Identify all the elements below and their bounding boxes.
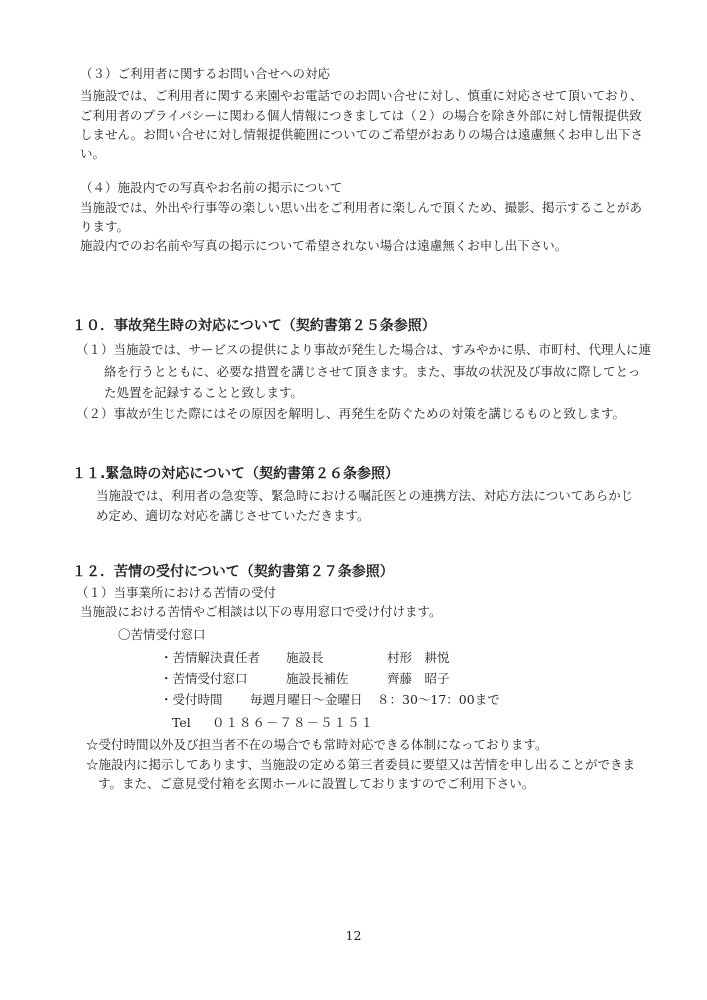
note-line: す。また、ご意見受付箱を玄関ホールに設置しておりますのでご利用下さい。 (98, 776, 535, 791)
hours-time: ８：30～17：00まで (377, 692, 500, 707)
complaint-window-title: 〇苦情受付窓口 (118, 627, 206, 642)
body-line: （１）当施設では、サービスの提供により事故が発生した場合は、すみやかに県、市町村、代理人に連 (76, 342, 652, 357)
body-line: ご利用者のプライバシーに関わる個人情報につきましては（２）の場合を除き外部に対し情報提供致 (80, 108, 642, 123)
note-line: ☆受付時間以外及び担当者不在の場合でも常時対応できる体制になっております。 (86, 737, 548, 752)
body-line: 当施設では、利用者の急変等、緊急時における嘱託医との連携方法、対応方法についてあらかじ (96, 488, 634, 503)
body-line: た処置を記録することと致します。 (104, 385, 304, 400)
body-line: 当施設では、外出や行事等の楽しい思い出をご利用者に楽しんで頂くため、撮影、掲示することがあ (80, 200, 643, 215)
section-9-4-heading: （４）施設内での写真やお名前の掲示について (80, 180, 343, 195)
section-9-3-heading: （３）ご利用者に関するお問い合せへの対応 (80, 66, 331, 81)
tel-label: Tel (172, 715, 191, 730)
hours-days: 毎週月曜日～金曜日 (250, 692, 363, 707)
note-line: ☆施設内に掲示してあります、当施設の定める第三者委員に要望又は苦情を申し出ることができま (86, 757, 636, 772)
desk-role: 施設長補佐 (286, 671, 349, 686)
body-line: 当施設では、ご利用者に関する来園やお電話でのお問い合せに対し、慎重に対応させて頂いており、 (80, 88, 643, 103)
body-line: ります。 (80, 219, 130, 234)
body-line: い。 (80, 146, 106, 161)
hours-label: ・受付時間 (160, 692, 223, 707)
body-line: 施設内でのお名前や写真の掲示について希望されない場合は遠慮無くお申し出下さい。 (80, 238, 568, 253)
body-line: （２）事故が生じた際にはその原因を解明し、再発生を防ぐための対策を講じるものと致します。 (76, 406, 626, 421)
body-line: め定め、適切な対応を講じさせていただきます。 (96, 508, 370, 523)
responsible-name: 村形 耕悦 (387, 650, 450, 665)
desk-label: ・苦情受付窓口 (160, 671, 248, 686)
body-line: しません。お問い合せに対し情報提供範囲についてのご希望がおありの場合は遠慮無くお申し出下さ (80, 127, 644, 142)
responsible-role: 施設長 (286, 650, 324, 665)
desk-name: 齊藤 昭子 (387, 671, 450, 686)
section-10-heading: １０．事故発生時の対応について（契約書第２５条参照） (72, 318, 436, 334)
body-line: 絡を行うとともに、必要な措置を講じさせて頂きます。また、事故の状況及び事故に際してとっ (104, 364, 641, 379)
section-12-heading: １２．苦情の受付について（契約書第２７条参照） (72, 564, 394, 580)
body-line: 当施設における苦情やご相談は以下の専用窓口で受け付けます。 (80, 604, 442, 619)
tel-number: ０１８６－７８－５１５１ (212, 715, 375, 730)
section-11-heading: １１.緊急時の対応について（契約書第２６条参照） (72, 466, 400, 482)
section-12-sub: （１）当事業所における苦情の受付 (76, 585, 277, 600)
page-number: 12 (345, 928, 362, 943)
responsible-label: ・苦情解決責任者 (160, 650, 261, 665)
